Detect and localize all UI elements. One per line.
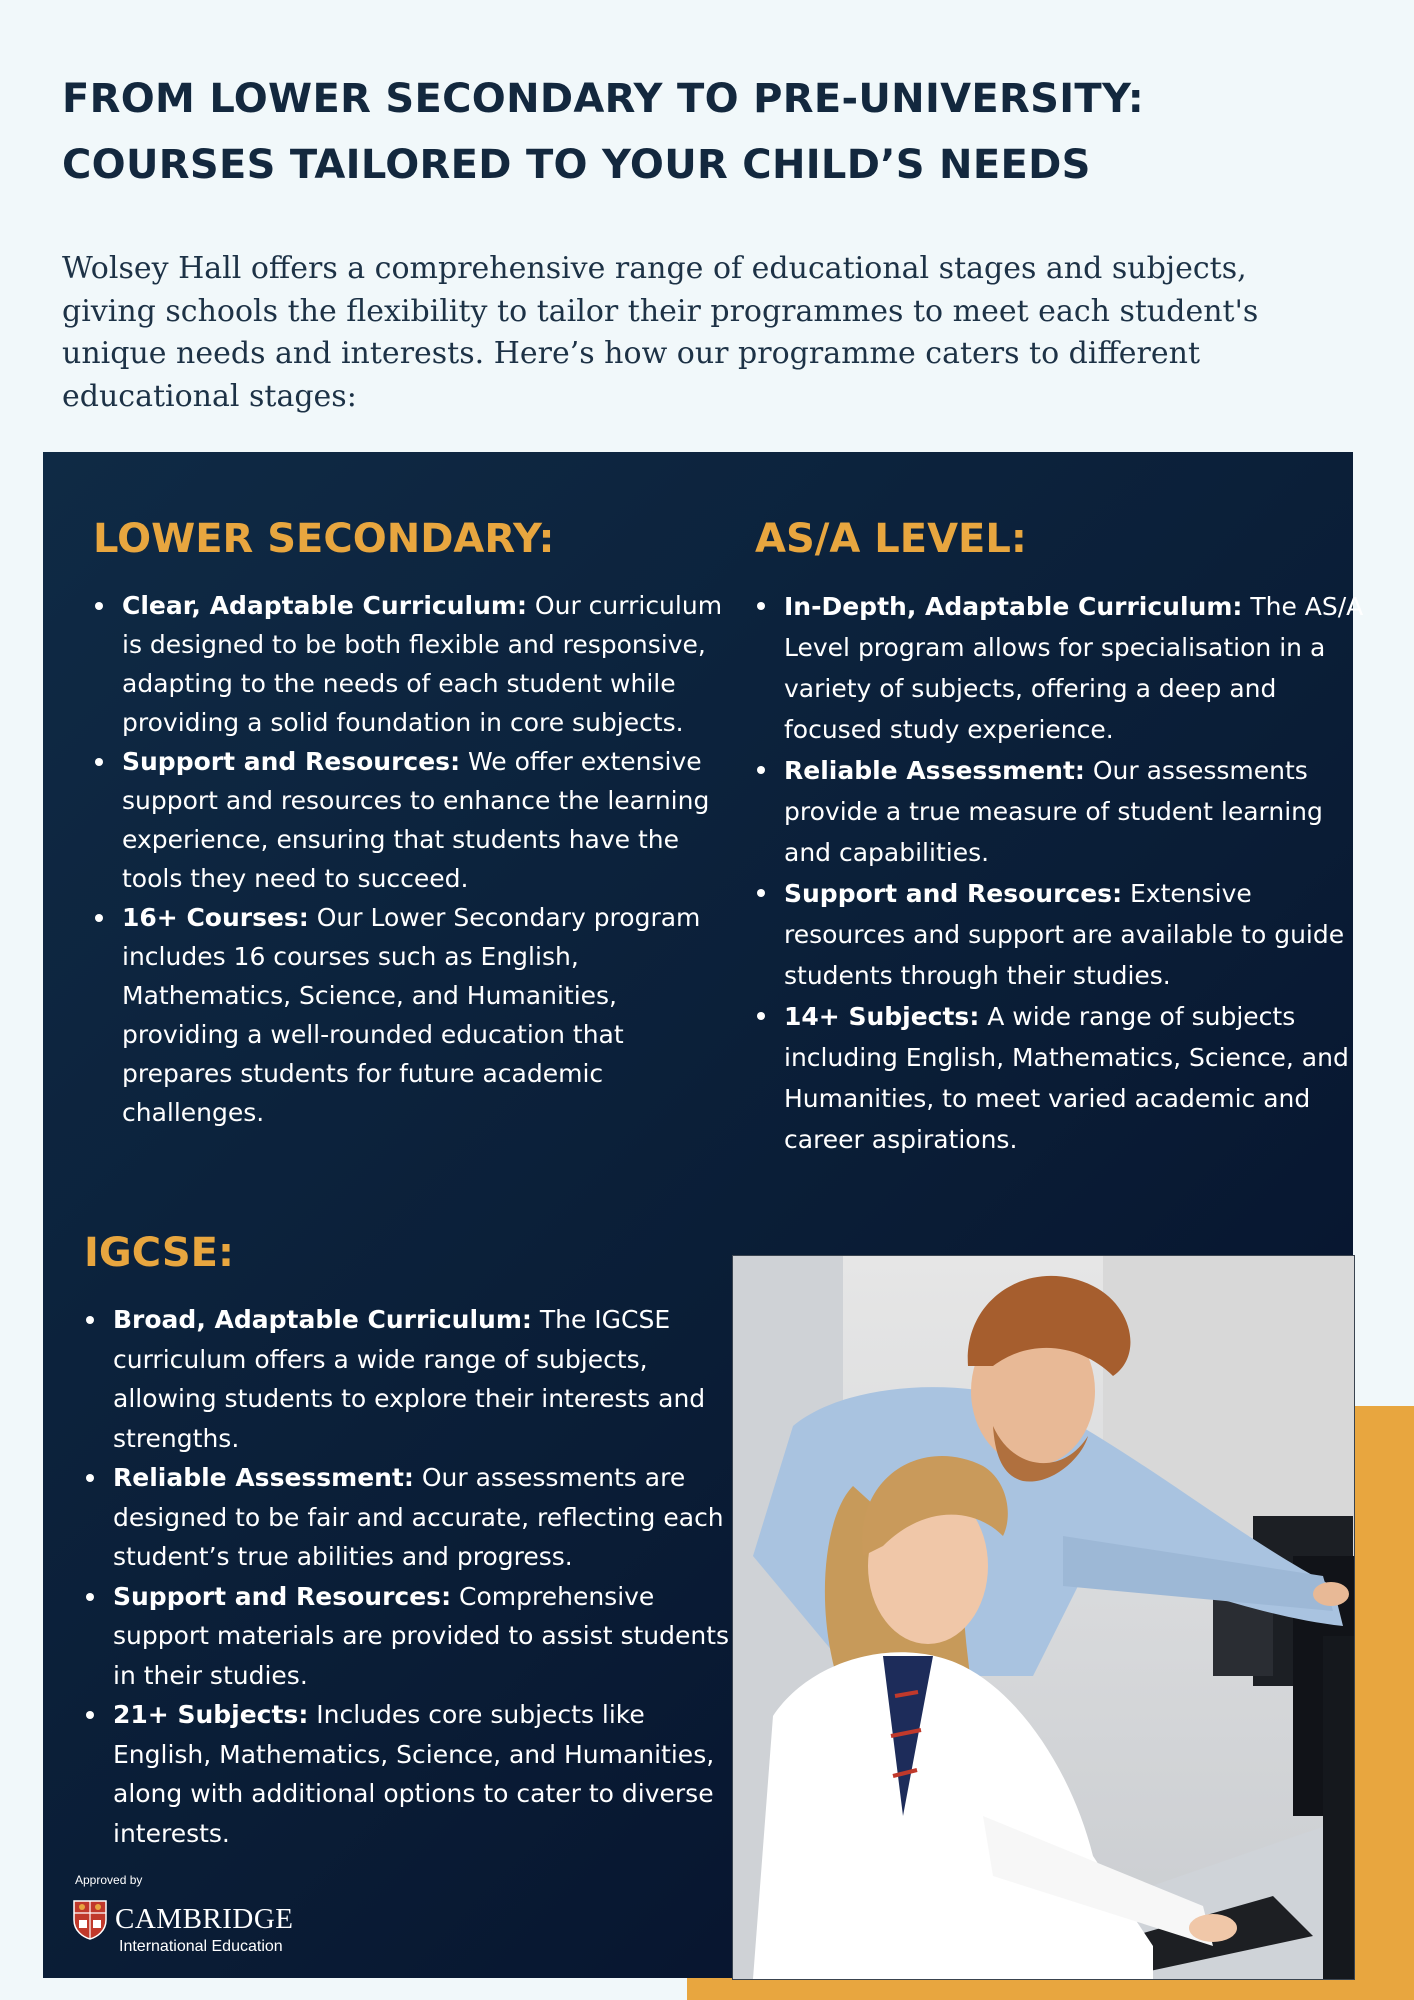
item-text: Our assessments are designed to be fair and accurate, reflecting each student’s true abilities and progress. [113, 1463, 724, 1571]
list-item [784, 586, 1365, 750]
item-label: 16+ Courses: [122, 903, 309, 932]
as-a-level-list [755, 586, 1365, 1160]
page-title-line-1: FROM LOWER SECONDARY TO PRE-UNIVERSITY: [62, 76, 1145, 122]
cambridge-subtitle: International Education [119, 1938, 283, 1955]
page-title [62, 66, 1312, 198]
item-text: Extensive resources and support are available to guide students through their studies. [784, 879, 1345, 990]
item-label: Reliable Assessment: [113, 1463, 414, 1492]
list-item [122, 898, 733, 1132]
cambridge-shield-icon [73, 1900, 107, 1940]
item-text: Our curriculum is designed to be both flexible and responsive, adapting to the needs of each student while providing a solid foundation in core subjects. [122, 591, 723, 737]
list-item [113, 1577, 734, 1696]
item-label: Support and Resources: [113, 1581, 452, 1611]
intro-paragraph: Wolsey Hall offers a comprehensive range of educational stages and subjects, giving schools the flexibility to tailor their programmes to meet each student's unique needs and interests. Here’s how our programme caters to different educational stages: [62, 251, 1259, 414]
list-item [122, 742, 733, 898]
cambridge-name: CAMBRIDGE [115, 1903, 294, 1935]
item-label: 14+ Subjects: [784, 1002, 980, 1031]
list-item [113, 1458, 734, 1577]
list-item [122, 586, 733, 742]
stages-panel [43, 452, 1364, 1978]
list-item [784, 873, 1365, 996]
approved-by-label: Approved by [75, 1873, 143, 1887]
lower-secondary-section [93, 510, 733, 1132]
item-text: Our Lower Secondary program includes 16 courses such as English, Mathematics, Science, and Humanities, providing a well-rounded education that prepares students for future academic challenges. [122, 903, 701, 1127]
as-a-level-heading: AS/A LEVEL: [755, 516, 1027, 562]
item-text: The IGCSE curriculum offers a wide range of subjects, allowing students to explore their interests and strengths. [113, 1305, 706, 1453]
item-label: Support and Resources: [122, 747, 461, 776]
item-text: The AS/A Level program allows for specialisation in a variety of subjects, offering a deep and focused study experience. [784, 592, 1364, 744]
item-label: Reliable Assessment: [784, 756, 1085, 785]
students-photo [732, 1255, 1355, 1980]
lower-secondary-heading: LOWER SECONDARY: [93, 516, 555, 562]
item-label: Broad, Adaptable Curriculum: [113, 1305, 532, 1334]
item-text: We offer extensive support and resources to enhance the learning experience, ensuring that students have the tools they need to succeed. [122, 747, 710, 893]
igcse-heading: IGCSE: [84, 1230, 234, 1276]
list-item [784, 750, 1365, 873]
item-text: Our assessments provide a true measure of student learning and capabilities. [784, 756, 1323, 867]
igcse-list [84, 1300, 734, 1853]
cambridge-logo [73, 1900, 313, 1960]
igcse-section [84, 1224, 734, 1853]
lower-secondary-list [93, 586, 733, 1132]
list-item [113, 1695, 734, 1853]
students-illustration [733, 1256, 1354, 1979]
item-text: Comprehensive support materials are provided to assist students in their studies. [113, 1581, 730, 1690]
as-a-level-section [755, 510, 1365, 1160]
item-label: In-Depth, Adaptable Curriculum: [784, 592, 1243, 621]
item-text: A wide range of subjects including English, Mathematics, Science, and Humanities, to meet varied academic and career aspirations. [784, 1002, 1349, 1154]
item-label: Support and Resources: [784, 879, 1123, 908]
list-item [113, 1300, 734, 1458]
item-label: Clear, Adaptable Curriculum: [122, 591, 527, 620]
item-text: Includes core subjects like English, Mathematics, Science, and Humanities, along with additional options to cater to diverse interests. [113, 1700, 715, 1848]
page-title-line-2: COURSES TAILORED TO YOUR CHILD’S NEEDS [62, 142, 1091, 188]
item-label: 21+ Subjects: [113, 1700, 309, 1729]
list-item [784, 996, 1365, 1160]
